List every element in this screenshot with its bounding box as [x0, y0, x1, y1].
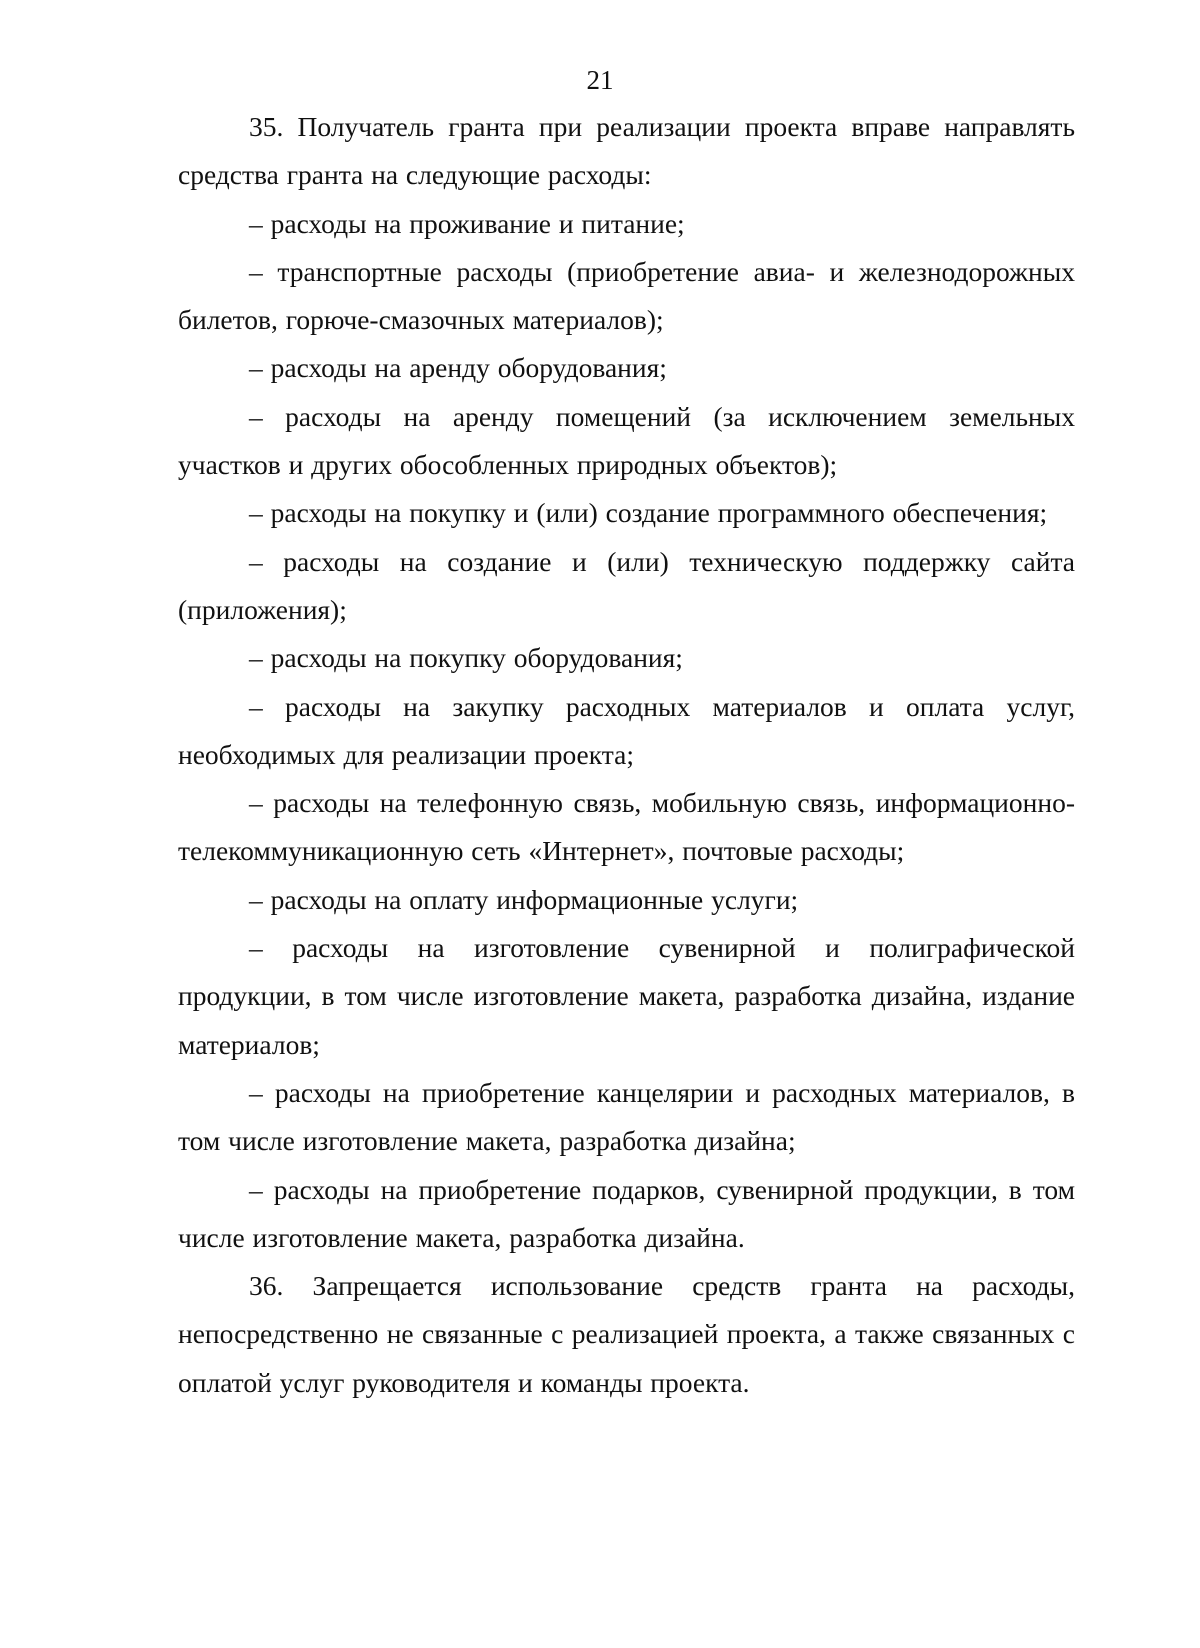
list-item-stationery: – расходы на приобретение канцелярии и расходных материалов, в том числе изготовление макета, разработка дизайна;	[178, 1076, 1075, 1157]
document-body	[178, 103, 1075, 1407]
list-item-equipment-rent: – расходы на аренду оборудования;	[249, 352, 667, 384]
list-item-premises-rent: – расходы на аренду помещений (за исключением земельных участков и других обособленных природных объектов);	[178, 400, 1075, 481]
list-item-information-services: – расходы на оплату информационные услуги;	[249, 883, 799, 915]
paragraph-35-intro: 35. Получатель гранта при реализации проекта вправе направлять средства гранта на следующие расходы:	[178, 111, 1075, 191]
list-item-printing: – расходы на изготовление сувенирной и полиграфической продукции, в том числе изготовление макета, разработка дизайна, издание материалов;	[178, 932, 1075, 1060]
list-item-software: – расходы на покупку и (или) создание программного обеспечения;	[249, 497, 1048, 529]
page-number: 21	[586, 65, 614, 95]
paragraph-36-prohibition: 36. Запрещается использование средств гранта на расходы, непосредственно не связанные с реализацией проекта, а также связанных с оплатой услуг руководителя и команды проекта.	[178, 1270, 1075, 1398]
list-item-transport: – транспортные расходы (приобретение авиа- и железнодорожных билетов, горюче-смазочных материалов);	[178, 255, 1075, 336]
list-item-accommodation: – расходы на проживание и питание;	[249, 207, 685, 239]
list-item-gifts: – расходы на приобретение подарков, сувенирной продукции, в том числе изготовление макета, разработка дизайна.	[178, 1173, 1075, 1253]
list-item-equipment-purchase: – расходы на покупку оборудования;	[249, 642, 683, 674]
list-item-website: – расходы на создание и (или) техническую поддержку сайта (приложения);	[178, 545, 1075, 625]
list-item-communications: – расходы на телефонную связь, мобильную связь, информационно-телекоммуникационную сеть «Интернет», почтовые расходы;	[178, 787, 1075, 867]
list-item-consumables: – расходы на закупку расходных материалов и оплата услуг, необходимых для реализации проекта;	[178, 690, 1075, 770]
